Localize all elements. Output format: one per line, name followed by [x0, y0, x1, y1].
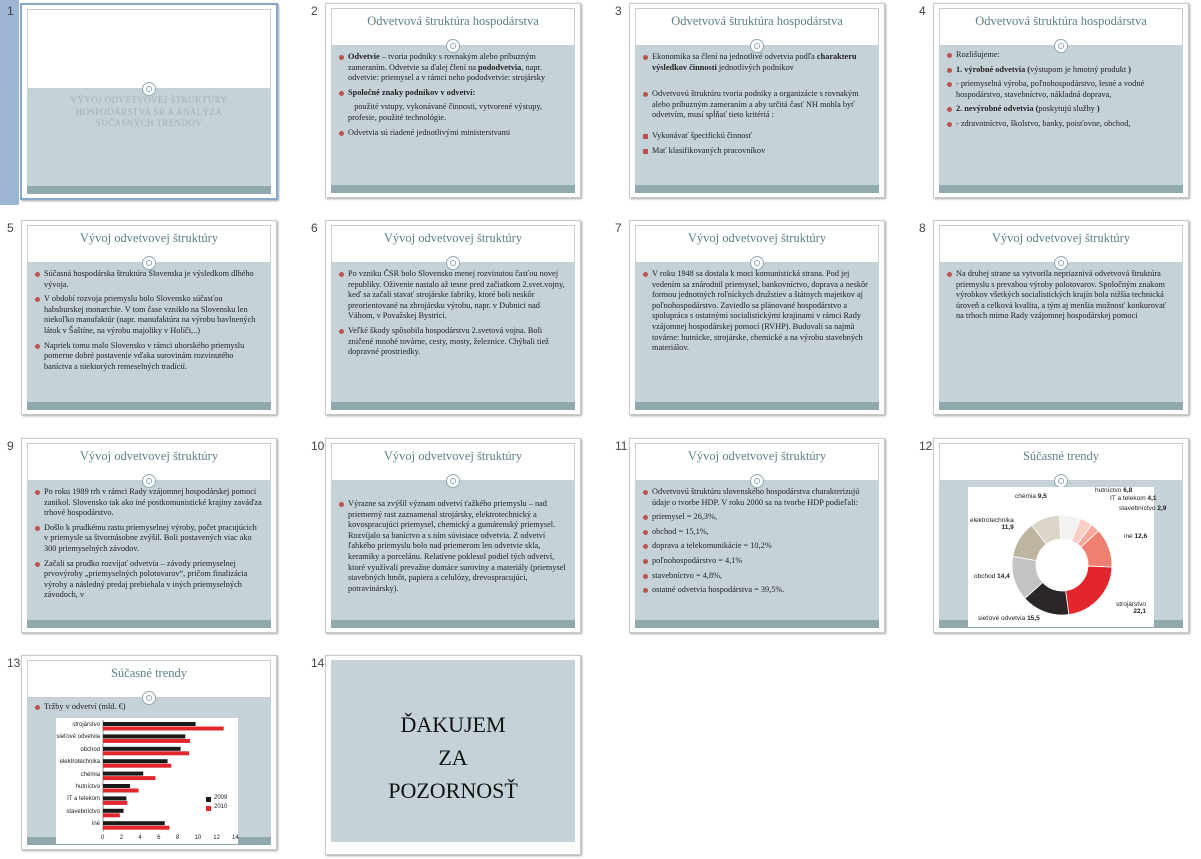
bar-category-label: IT a telekom: [67, 796, 100, 803]
slide-content: [947, 50, 1175, 183]
legend-swatch: [206, 806, 211, 811]
slide-number: 9: [7, 439, 14, 453]
bullet-item: priemysel = 26,3%,: [643, 512, 871, 523]
slide-title: Vývoj odvetvovej štruktúry: [687, 231, 827, 245]
bullet-item: Odvetvie – tvoria podniky s rovnakým alebo príbuzným zameraním. Odvetvie sa ďalej člení na pododvetvia, napr. odvetvie: priemysel a v rámci neho pododvetvie: strojársky: [339, 52, 567, 84]
bullet-item: Vykonávať špecifickú činnosť: [643, 131, 871, 142]
slide-number: 11: [615, 439, 628, 453]
slide-number: 3: [615, 4, 622, 18]
pie-label: [974, 573, 1010, 580]
slide-title: Vývoj odvetvovej štruktúry: [383, 449, 523, 463]
slide-frame: [331, 225, 575, 410]
slide-header: [27, 9, 271, 89]
legend-label: 2009: [214, 795, 228, 801]
x-tick-label: 10: [194, 834, 202, 841]
pie-label-value: 11,9: [1001, 524, 1014, 531]
thanks-line: ZA: [438, 745, 468, 770]
circle-ornament: [142, 474, 156, 488]
slide-thumbnail-5[interactable]: [21, 220, 277, 415]
bullet-item: Tržby v odvetví (mld. €): [35, 702, 263, 713]
slide-thumbnail-4[interactable]: [933, 3, 1189, 198]
bullet-item: poľnohospodárstvo = 4,1%: [643, 556, 871, 567]
circle-ornament: [1054, 474, 1068, 488]
circle-ornament: [1054, 256, 1068, 270]
bar-2010-1: [103, 739, 190, 743]
pie-label-value: 6,8: [1123, 487, 1133, 494]
bar-category-label: strojárstvo: [72, 722, 100, 728]
x-tick-label: 14: [232, 834, 239, 841]
bullet-list: [643, 52, 871, 156]
bar-chart: [56, 718, 238, 844]
slide-thumbnail-14[interactable]: [325, 655, 581, 855]
legend-swatch: [206, 797, 211, 802]
bullet-item: obchod = 15,1%,: [643, 527, 871, 538]
slide-number: 13: [7, 656, 21, 670]
slide-frame: [331, 443, 575, 628]
slide-number: 1: [7, 4, 14, 18]
slide-thumbnail-3[interactable]: [629, 3, 885, 198]
bar-2010-3: [103, 764, 171, 768]
slide-number: 12: [919, 439, 933, 453]
slide-frame: [331, 660, 575, 850]
bar-2009-7: [103, 809, 124, 813]
thanks-line: ĎAKUJEM: [400, 712, 506, 737]
circle-ornament: [446, 39, 460, 53]
pie-label-name: elektrotechnika: [970, 517, 1014, 524]
circle-ornament: [142, 82, 156, 96]
slide-frame: [27, 443, 271, 628]
bullet-item: ostatné odvetvia hospodárstva = 39,5%.: [643, 585, 871, 596]
slide-frame: [635, 225, 879, 410]
slide-thumbnail-2[interactable]: [325, 3, 581, 198]
legend-label: 2010: [214, 804, 228, 810]
bar-2010-4: [103, 776, 155, 780]
slide-content: [339, 52, 567, 183]
bar-2010-5: [103, 789, 139, 793]
slide-footer-bar: [27, 402, 271, 410]
pie-label-name: IT a telekom: [1110, 495, 1146, 502]
bullet-item: Odvetvia sú riadené jednotlivými ministerstvami: [339, 128, 567, 139]
slide-title: Odvetvová štruktúra hospodárstva: [975, 14, 1147, 28]
pie-label-name: iné: [1124, 533, 1133, 540]
x-tick-label: 4: [138, 834, 142, 841]
slide-frame: [331, 8, 575, 193]
bar-2009-1: [103, 734, 185, 738]
slide-title: Vývoj odvetvovej štruktúry: [991, 231, 1131, 245]
pie-label-value: 14,4: [997, 573, 1010, 580]
bullet-item: Napriek tomu malo Slovensko v rámci uhorského priemyslu pomerne dobré postavenie vďaka surovinám rozvinutého baníctva a niektorých remeselných tradícií.: [35, 341, 263, 373]
bar-2009-2: [103, 747, 181, 751]
slide-footer-bar: [635, 620, 879, 628]
slide-thumbnail-11[interactable]: [629, 438, 885, 633]
bullet-item: Na druhej strane sa vytvorila nepriaznivá odvetvová štruktúra priemyslu s prevahou výroby polotovarov. Spoločným znakom výrobkov všetkých socialistických krajín bola nižšia technická úroveň a celková kvalita, a tým aj menšia možnosť konkurovať na trhoch mimo Rady vzájomnej hospodárskej pomoci: [947, 269, 1175, 322]
bullet-item: 2. nevýrobné odvetvia (poskytujú služby ): [947, 104, 1175, 115]
pie-label: [1119, 505, 1166, 512]
thanks-text: [331, 708, 575, 807]
x-tick-label: 12: [213, 834, 220, 841]
slide-footer-bar: [635, 402, 879, 410]
bar-2010-6: [103, 801, 127, 805]
bullet-item: Výrazne sa zvýšil význam odvetví ťažkého priemyslu – nad priemerný rast zaznamenal strojársky, elektrotechnický a kovospracujúci priemysel, chemický a gumárenský priemysel. Rozvíjalo sa baníctvo a s ním súvisiace odvetvia. Z odvetví ľahkého priemyslu bolo nad priemerom len odvetvie skla, keramiky a porcelánu. Relatívne poklesol podiel tých odvetví, ktoré využívali prevažne domáce suroviny a materiály (priemysel stavebných hmôt, papiera a celulózy, drevospracujúci, potravinársky).: [339, 499, 567, 594]
circle-ornament: [446, 474, 460, 488]
bullet-item: Odvetvovú štruktúru slovenského hospodárstva charakterizujú údaje o tvorbe HDP. V roku 2000 sa na tvorbe HDP podieľali:: [643, 487, 871, 508]
pie-label: [970, 517, 1014, 531]
slide-thumbnail-13[interactable]: [21, 655, 277, 850]
pie-label-value: 22,1: [1133, 608, 1146, 615]
bullet-item: Ekonomika sa člení na jednotlivé odvetvia podľa charakteru výsledkov činnosti jednotlivých podnikov: [643, 52, 871, 73]
bar-2010-0: [103, 727, 224, 731]
slide-frame: [635, 8, 879, 193]
slide-footer-bar: [939, 402, 1183, 410]
bar-category-label: sieťové odvetvia: [56, 734, 100, 741]
slide-thumbnail-6[interactable]: [325, 220, 581, 415]
bullet-list: [35, 702, 263, 713]
bar-2009-5: [103, 784, 130, 788]
bullet-item: Začali sa prudko rozvíjať odvetvia – závody priemyselnej prvovýroby „priemyselných polotovarov“, pričom finalizácia výroby a následný predaj prebiehala v iných priemyselných závodoch, v: [35, 559, 263, 601]
slide-number: 5: [7, 221, 14, 235]
pie-label-name: hutníctvo: [1095, 487, 1122, 494]
x-tick-label: 0: [101, 834, 105, 841]
slide-number: 7: [615, 221, 622, 235]
bar-category-label: stavebníctvo: [66, 808, 100, 815]
donut-chart: [968, 487, 1167, 627]
bullet-list: [643, 487, 871, 596]
slide-thumbnail-12[interactable]: [933, 438, 1189, 633]
slide-title: Vývoj odvetvovej štruktúry: [383, 231, 523, 245]
x-tick-label: 2: [119, 834, 124, 841]
slide-number: 6: [311, 221, 318, 235]
slide-thumbnail-9[interactable]: [21, 438, 277, 633]
bullet-list: [35, 487, 263, 601]
pie-label-value: 2,9: [1157, 505, 1167, 512]
bullet-item: - zdravotníctvo, školstvo, banky, poisťovne, obchod,: [947, 119, 1175, 130]
bullet-item: V roku 1948 sa dostala k moci komunistická strana. Pod jej vedením sa znárodnil priemysel, bankovníctvo, doprava a neskôr formou jednotných roľníckych družstiev a štátnych majetkov aj poľnohospodárstvo. Zaviedlo sa plánované hospodárstvo a spolupráca s ostatnými socialistickými krajinami v rámci Rady vzájomnej hospodárskej pomoci (RVHP). Budovali sa najmä továrne: hutnícke, strojárske, chemické a na výrobu stavebných materiálov.: [643, 269, 871, 354]
bullet-list: [339, 269, 567, 358]
slide-frame: [939, 443, 1183, 628]
slide-content: [643, 487, 871, 618]
slide-thumbnail-7[interactable]: [629, 220, 885, 415]
slide-thumbnail-1[interactable]: [20, 3, 278, 200]
slide-title: Súčasné trendy: [1022, 449, 1100, 463]
bullet-item: Rozlišujeme:: [947, 50, 1175, 61]
slide-content: [643, 269, 871, 400]
slide-content: [643, 52, 871, 183]
bar-category-label: chémia: [80, 771, 100, 778]
bar-2009-0: [103, 722, 196, 726]
pie-label-value: 15,5: [1027, 615, 1040, 622]
slide-title: Vývoj odvetvovej štruktúry: [79, 231, 219, 245]
slide-title: Odvetvová štruktúra hospodárstva: [671, 14, 843, 28]
slide-number: 2: [311, 4, 318, 18]
slide-number: 10: [311, 439, 325, 453]
selected-slide-highlight: [0, 0, 19, 205]
bar-2009-6: [103, 796, 126, 800]
slide-content: [339, 499, 567, 618]
circle-ornament: [750, 474, 764, 488]
bullet-item: Došlo k prudkému rastu priemyselnej výroby, počet pracujúcich v priemysle sa štvornásobne zvýšil. Boli postavených viac ako 300 priemyselných závodov.: [35, 523, 263, 555]
bar-category-label: iné: [91, 821, 100, 828]
pie-label: [978, 615, 1040, 622]
bullet-item: doprava a telekomunikácie = 10,2%: [643, 541, 871, 552]
bar-category-label: elektrotechnika: [59, 759, 100, 766]
bullet-list: [947, 50, 1175, 130]
circle-ornament: [750, 39, 764, 53]
bullet-item: Po roku 1989 trh v rámci Rady vzájomnej hospodárskej pomoci zanikol. Slovensko tak ako iné postkomunistické krajiny zaváďza trhové hospodárstvo.: [35, 487, 263, 519]
bullet-list: [643, 269, 871, 354]
bullet-item: - priemyselná výroba, poľnohospodárstvo, lesné a vodné hospodárstvo, stavebníctvo, nákladná doprava,: [947, 79, 1175, 100]
pie-label: [1110, 495, 1157, 502]
slide-frame: [635, 443, 879, 628]
bullet-list: [339, 52, 567, 138]
bar-2010-2: [103, 751, 189, 755]
slide-footer-bar: [331, 402, 575, 410]
bullet-item: V období rozvoja priemyslu bolo Slovensko súčasťou habsburskej monarchie. V tom čase vznikło na Slovensku len niekoľko manufaktúr (napr. manufaktúra na výrobu bavlnených látok v Šaštíne, na výrobu majoliky v Holíči,..): [35, 294, 263, 336]
bullet-list: [339, 499, 567, 594]
slide-content: [339, 269, 567, 400]
slide-footer-bar: [27, 186, 271, 194]
bullet-item: Veľké škody spôsobila hospodárstvu 2.svetová vojna. Boli zničené mnohé továrne, cesty, mosty, železnice. Chýbali tiež dopravné prostriedky.: [339, 326, 567, 358]
slide-number: 14: [311, 656, 325, 670]
bar-2009-4: [103, 772, 143, 776]
slide-title: Odvetvová štruktúra hospodárstva: [367, 14, 539, 28]
slide-thumbnail-10[interactable]: [325, 438, 581, 633]
bullet-item: Odvetvovú štruktúru tvoria podniky a organizácie s rovnakým alebo príbuzným zameraním a aby určitá časť NH mohla byť odvetvím, musí spĺňať tieto kritériá :: [643, 89, 871, 121]
slide-content: [35, 487, 263, 618]
bar-2010-7: [103, 813, 120, 817]
bullet-item: Súčasná hospodárska štruktúra Slovenska je výsledkom dlhého vývoja.: [35, 269, 263, 290]
slide-footer-bar: [331, 620, 575, 628]
bar-2009-8: [103, 821, 165, 825]
slide-subtitle: VÝVOJ ODVETVOVEJ ŠTRUKTÚRY HOSPODÁRSTVA SR A ANALÝZA SÚČASNÝCH TRENDOV: [70, 95, 228, 128]
bar-2010-8: [103, 826, 169, 830]
slide-number: 4: [919, 4, 926, 18]
slide-frame: [27, 9, 271, 194]
bullet-item: 1. výrobné odvetvia (výstupom je hmotný produkt ): [947, 65, 1175, 76]
circle-ornament: [446, 256, 460, 270]
pie-label: [1095, 487, 1132, 494]
bullet-item: použité vstupy, vykonávané činnosti, vytvorené výstupy, profesie, použité technológie.: [348, 102, 543, 122]
slide-frame: [27, 660, 271, 845]
bullet-item: stavebníctvo = 4,8%,: [643, 571, 871, 582]
bar-category-label: obchod: [80, 746, 100, 753]
x-tick-label: 8: [175, 834, 180, 841]
pie-label: [1124, 533, 1147, 540]
pie-label-name: strojárstvo: [1116, 601, 1146, 608]
pie-label-name: chémia: [1015, 493, 1036, 500]
slide-thumbnail-8[interactable]: [933, 220, 1189, 415]
pie-label: [1116, 601, 1146, 615]
slide-frame: [939, 225, 1183, 410]
thanks-line: POZORNOSŤ: [388, 778, 518, 803]
pie-label-name: stavebníctvo: [1119, 505, 1156, 512]
slide-frame: [27, 225, 271, 410]
pie-label-value: 9,5: [1037, 493, 1047, 500]
pie-label-name: obchod: [974, 573, 996, 580]
slide-number: 8: [919, 221, 926, 235]
circle-ornament: [750, 256, 764, 270]
slide-footer-bar: [635, 185, 879, 193]
bullet-item: Po vzniku ČSR bolo Slovensko menej rozvinutou časťou novej republiky. Oživenie nastalo až tesne pred začiatkom 2.svet.vojny, keď sa začali stavať strojárske fabriky, ktoré boli neskôr preorientované na zbrojársku výrobu, napr. v Dubnici nad Váhom, v Považskej Bystrici.: [339, 269, 567, 322]
slide-frame: [939, 8, 1183, 193]
bullet-item: Mať klasifikovaných pracovníkov: [643, 146, 871, 157]
slide-title: Súčasné trendy: [110, 666, 188, 680]
slide-title: Vývoj odvetvovej štruktúry: [79, 449, 219, 463]
pie-label-value: 4,1: [1147, 495, 1157, 502]
slide-footer-bar: [331, 185, 575, 193]
pie-slice-4: [1066, 566, 1112, 614]
bar-2009-3: [103, 759, 168, 763]
slide-content: [947, 269, 1175, 400]
circle-ornament: [142, 256, 156, 270]
slide-footer-bar: [939, 185, 1183, 193]
slide-content: [35, 269, 263, 400]
slide-title: Vývoj odvetvovej štruktúry: [687, 449, 827, 463]
bullet-list: [35, 269, 263, 372]
slide-footer-bar: [27, 620, 271, 628]
pie-label: [1015, 493, 1047, 500]
pie-label-name: sieťové odvetvia: [978, 615, 1026, 622]
x-tick-label: 6: [157, 834, 161, 841]
bar-category-label: hutníctvo: [75, 784, 100, 790]
pie-label-value: 12,6: [1134, 533, 1148, 540]
bullet-list: [947, 269, 1175, 322]
bullet-item: Spoločné znaky podnikov v odvetví:: [339, 88, 567, 99]
